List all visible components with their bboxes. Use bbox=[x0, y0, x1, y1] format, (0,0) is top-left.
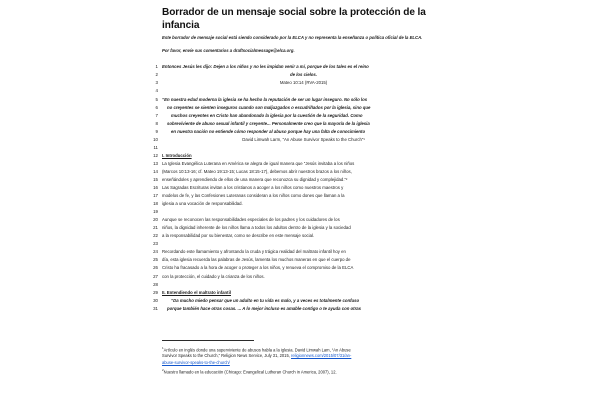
document-line bbox=[145, 184, 445, 192]
page-title: Borrador de un mensaje social sobre la protección de la infancia bbox=[162, 7, 426, 32]
line-text: Aunque se reconocen las responsabilidades especiales de los padres y los cuidadores de los bbox=[162, 217, 340, 223]
line-number: 2 bbox=[155, 72, 158, 78]
line-number: 26 bbox=[153, 265, 158, 271]
document-line bbox=[145, 273, 445, 281]
footnotes-section bbox=[162, 340, 440, 376]
line-number: 30 bbox=[153, 297, 158, 303]
document-line bbox=[145, 152, 445, 160]
document-line bbox=[145, 224, 445, 232]
document-content bbox=[145, 6, 445, 313]
document-line bbox=[145, 104, 445, 112]
line-number: 31 bbox=[153, 305, 158, 311]
document-line bbox=[145, 168, 445, 176]
line-text: iglesia a una vocación de responsabilidad. bbox=[162, 201, 243, 207]
document-line bbox=[145, 281, 445, 289]
line-text: David Limwah Larm, “An Abuse Survivor Speaks to the Church”¹ bbox=[242, 136, 365, 142]
line-text: enseñándoles y aprendiendo de ellos de una manera que reconozca su dignidad y complejidad.”² bbox=[162, 176, 348, 182]
document-line bbox=[145, 264, 445, 272]
document-line bbox=[145, 256, 445, 264]
line-number: 12 bbox=[153, 152, 158, 158]
document-line bbox=[145, 160, 445, 168]
line-text: La Iglesia Evangélica Luterana en América se alegra de igual manera que “Jesús invitaba a los niños bbox=[162, 160, 355, 166]
document-line bbox=[145, 144, 445, 152]
footnote-1-text-a: Artículo en inglés donde una superviviente de abusos habla a la iglesia. David Limwah Lam, “An Abuse bbox=[163, 346, 351, 352]
line-text: no creyentes se sienten inseguros cuando son maljuzgados o escudriñados por la iglesia, sino que bbox=[167, 104, 371, 110]
document-line bbox=[145, 79, 445, 87]
numbered-body bbox=[145, 63, 445, 312]
document-subtitle: Este borrador de mensaje social está siendo considerado por la ELCA y no representa la enseñanza o política oficial de la ELCA. bbox=[162, 34, 423, 40]
line-number: 18 bbox=[153, 201, 158, 207]
line-text: sobreviviente de abuso sexual infantil y creyente... Personalmente creo que la mayoría de la iglesia bbox=[167, 120, 370, 126]
line-text: en nuestra nación no entiende cómo responder al abuso porque hay una falta de conocimiento bbox=[171, 128, 366, 134]
document-line bbox=[145, 297, 445, 305]
line-text: niños, la dignidad inherente de los niños llama a todos los adultos dentro de la iglesia y la sociedad bbox=[162, 225, 351, 231]
document-feedback-note: Por favor, envíe sus comentarios a draftsocialmessage@elca.org. bbox=[162, 48, 295, 54]
line-text: Las Sagradas Escrituras invitan a los cristianos a acoger a los niños como nuestros maestros y bbox=[162, 185, 344, 191]
footnote-2-text: Nuestro llamado en la educación (Chicago: Evangelical Lutheran Church in America, 2007), 12. bbox=[163, 369, 337, 374]
line-number: 25 bbox=[153, 257, 158, 263]
document-line bbox=[145, 87, 445, 95]
footnote-marker-2: 2 bbox=[162, 367, 164, 372]
line-number: 10 bbox=[153, 136, 158, 142]
footnote-marker-1: 1 bbox=[162, 345, 164, 350]
document-line bbox=[145, 232, 445, 240]
line-number: 28 bbox=[153, 281, 158, 287]
line-text: Recordando este llamamiento y afrontando la cruda y trágica realidad del maltrato infantil hoy en bbox=[162, 249, 346, 255]
line-text: Mateo 10:14 (RVA-2015) bbox=[279, 80, 328, 86]
line-text: I. Introducción bbox=[162, 152, 192, 158]
line-number: 7 bbox=[155, 112, 158, 118]
line-number: 29 bbox=[153, 289, 158, 295]
document-line bbox=[145, 200, 445, 208]
document-line bbox=[145, 136, 445, 144]
footnote-1-link-part-2[interactable]: abuse-survivor-speaks-to-the-church/ bbox=[162, 360, 230, 366]
document-line bbox=[145, 289, 445, 297]
line-text: II. Entendiendo el maltrato infantil bbox=[162, 289, 231, 295]
line-text: de los cielos. bbox=[290, 72, 317, 78]
line-number: 13 bbox=[153, 160, 158, 166]
footnote-1-line-3 bbox=[162, 360, 440, 367]
document-line bbox=[145, 128, 445, 136]
line-number: 19 bbox=[153, 209, 158, 215]
document-line bbox=[145, 305, 445, 313]
document-line bbox=[145, 192, 445, 200]
document-line bbox=[145, 96, 445, 104]
line-text: Entonces Jesús les dijo: Dejen a los niños y no les impidan venir a mí, porque de los tales es el reino bbox=[162, 64, 369, 70]
document-line bbox=[145, 216, 445, 224]
line-number: 16 bbox=[153, 185, 158, 191]
line-number: 20 bbox=[153, 217, 158, 223]
footnote-1-line-2 bbox=[162, 353, 440, 360]
line-number: 22 bbox=[153, 233, 158, 239]
footnote-2-line-1 bbox=[162, 367, 440, 376]
line-text: “Da mucho miedo pensar que un adulto en tu vida es malo, y a veces es totalmente confuso bbox=[171, 297, 360, 303]
footnote-1-text-b: Survivor Speaks to the Church,” Religion News Service, July 31, 2015, bbox=[162, 353, 292, 359]
document-line bbox=[145, 208, 445, 216]
document-line bbox=[145, 71, 445, 79]
line-number: 3 bbox=[155, 80, 158, 86]
document-line bbox=[145, 248, 445, 256]
line-number: 14 bbox=[153, 168, 158, 174]
document-line bbox=[145, 240, 445, 248]
line-number: 11 bbox=[153, 144, 158, 150]
line-number: 4 bbox=[155, 88, 158, 94]
line-number: 17 bbox=[153, 193, 158, 199]
line-number: 6 bbox=[155, 104, 158, 110]
line-text: a la responsabilidad por su bienestar, como se describe en este mensaje social. bbox=[162, 233, 315, 239]
line-text: día, esta iglesia recuerda las palabras de Jesús, lamenta los muchos maneras en que el cuerpo de bbox=[162, 257, 351, 263]
line-text: modelos de fe, y las Confesiones Luteranas consideran a los niños como dones que llaman a la bbox=[162, 193, 345, 199]
document-line bbox=[145, 112, 445, 120]
line-text: (Marcos 10:13-16; cf. Mateo 19:13-15; Lucas 18:15-17), debemos abrir nuestros brazos a los niños, bbox=[162, 168, 352, 174]
line-text: Cristo ha fracasado a la hora de acoger o proteger a los niños, y renueva el compromiso de la ELCA bbox=[162, 265, 354, 271]
footnote-1-link-part-1[interactable]: religionnews.com/2015/07/31/an- bbox=[291, 353, 352, 359]
footnote-1-line-1 bbox=[162, 345, 440, 354]
line-number: 27 bbox=[153, 273, 158, 279]
line-number: 21 bbox=[153, 225, 158, 231]
line-number: 9 bbox=[155, 128, 158, 134]
line-number: 1 bbox=[155, 64, 158, 70]
line-number: 8 bbox=[155, 120, 158, 126]
document-line bbox=[145, 176, 445, 184]
line-number: 23 bbox=[153, 241, 158, 247]
line-text: porque también hace otras cosas. ... A lo mejor incluso es amable contigo o te ayuda con otras bbox=[167, 305, 362, 311]
document-line bbox=[145, 120, 445, 128]
line-number: 24 bbox=[153, 249, 158, 255]
line-text: con la protección, el cuidado y la crianza de los niños. bbox=[162, 273, 265, 279]
document-line bbox=[145, 63, 445, 71]
line-number: 15 bbox=[153, 176, 158, 182]
line-text: muchos creyentes en Cristo han abandonado la iglesia por la cuestión de la seguridad. Como bbox=[171, 112, 363, 118]
footnote-separator bbox=[162, 340, 254, 341]
line-text: “En nuestra edad moderna la iglesia se ha hecho la reputación de ser un lugar inseguro. No sólo los bbox=[162, 96, 368, 102]
line-number: 5 bbox=[155, 96, 158, 102]
